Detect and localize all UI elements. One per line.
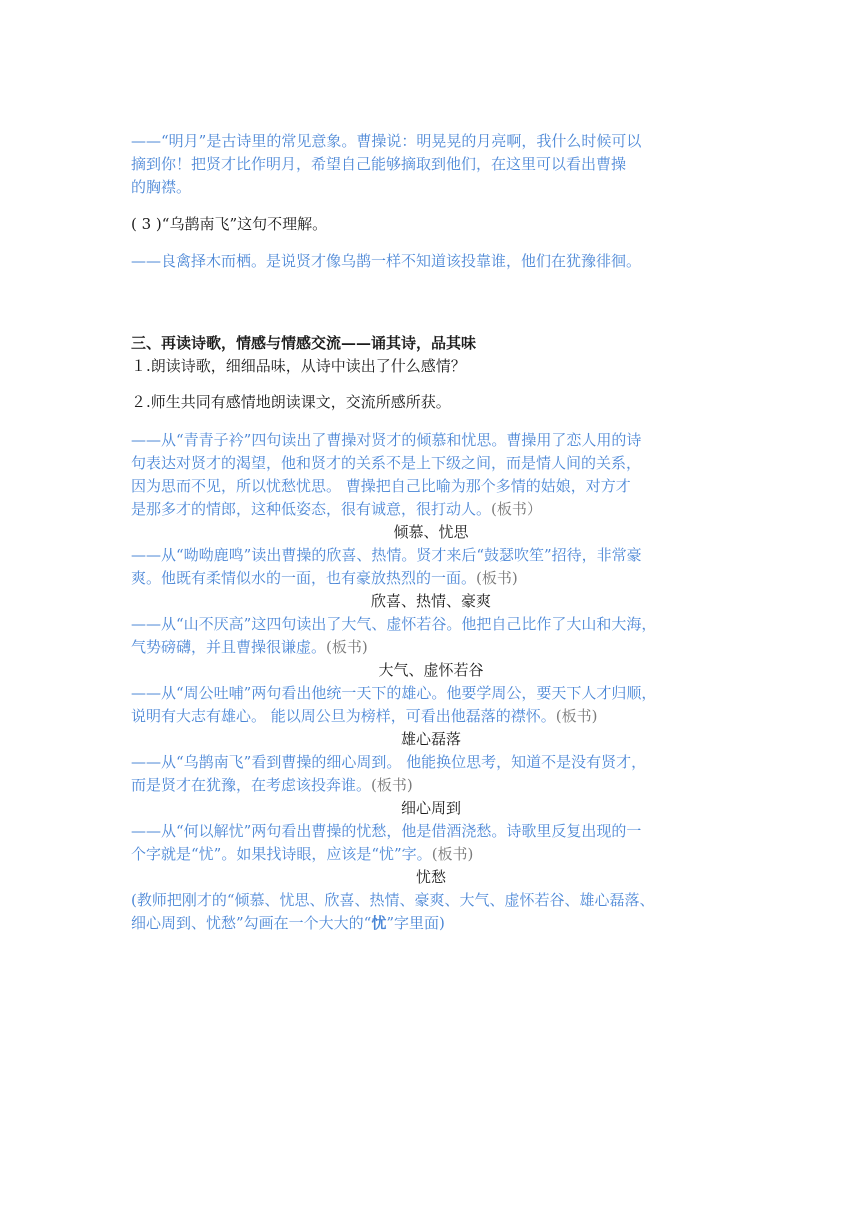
closing-text: ”字里面) <box>386 914 445 932</box>
board-note: (板书) <box>371 776 413 794</box>
answer-line: 摘到你！把贤才比作明月，希望自己能够摘取到他们，在这里可以看出曹操 <box>131 155 627 173</box>
paragraph-line: ——从“何以解忧”两句看出曹操的忧愁，他是借酒浇愁。诗歌里反复出现的一 <box>131 822 642 840</box>
paragraph-line <box>131 636 731 659</box>
paragraph-line: ——从“呦呦鹿鸣”读出曹操的欣喜、热情。贤才来后“鼓瑟吹笙”招待，非常豪 <box>131 546 642 564</box>
paragraph-line <box>131 774 731 797</box>
closing-line: (教师把刚才的“倾慕、忧思、欣喜、热情、豪爽、大气、虚怀若谷、雄心磊落、 <box>131 891 655 909</box>
board-summary: 雄心磊落 <box>400 730 461 748</box>
paragraph-text: 而是贤才在犹豫，在考虑该投奔谁。 <box>131 776 372 794</box>
answer-3: ——良禽择木而栖。是说贤才像乌鹊一样不知道该投靠谁，他们在犹豫徘徊。 <box>131 252 642 270</box>
paragraph-text: 气势磅礴，并且曹操很谦虚。 <box>131 638 327 656</box>
closing-line <box>131 912 731 935</box>
answer-line: 的胸襟。 <box>131 178 192 196</box>
question-3: ( 3 )“乌鹊南飞”这句不理解。 <box>131 215 328 233</box>
board-note: (板书) <box>431 845 474 863</box>
paragraph-line <box>131 843 731 866</box>
paragraph-line <box>131 498 731 521</box>
board-note: (板书) <box>555 707 598 725</box>
paragraph-text: 个字就是“忧”。如果找诗眼，应该是“忧”字。 <box>131 845 432 863</box>
paragraph-line <box>131 567 731 590</box>
task-item-1: １.朗读诗歌，细细品味，从诗中读出了什么感情？ <box>131 357 466 375</box>
board-note: (板书） <box>491 500 542 518</box>
paragraph-text: 是那多才的情郎，这种低姿态，很有诚意，很打动人。 <box>131 500 492 518</box>
board-summary: 大气、虚怀若谷 <box>378 661 484 679</box>
board-summary: 忧愁 <box>415 868 446 886</box>
answer-line: ——“明月”是古诗里的常见意象。曹操说：明晃晃的月亮啊，我什么时候可以 <box>131 132 642 150</box>
paragraph-text: 说明有大志有雄心。 能以周公旦为榜样，可看出他磊落的襟怀。 <box>131 707 556 725</box>
board-summary: 欣喜、热情、豪爽 <box>370 592 491 610</box>
closing-text: 细心周到、忧愁”勾画在一个大大的“ <box>131 914 372 932</box>
board-summary: 倾慕、忧思 <box>393 523 469 541</box>
section-heading: 三、再读诗歌，情感与情感交流——诵其诗，品其味 <box>131 334 477 352</box>
paragraph-line: ——从“山不厌高”这四句读出了大气、虚怀若谷。他把自己比作了大山和大海， <box>131 615 657 633</box>
board-note: (板书) <box>476 569 518 587</box>
emphasis-char: 忧 <box>371 914 387 932</box>
task-item-2: ２.师生共同有感情地朗读课文，交流所感所获。 <box>131 393 451 411</box>
paragraph-line: ——从“乌鹊南飞”看到曹操的细心周到。 他能换位思考，知道不是没有贤才， <box>131 753 647 771</box>
paragraph-line: 句表达对贤才的渴望，他和贤才的关系不是上下级之间，而是情人间的关系， <box>131 454 642 472</box>
board-note: (板书) <box>326 638 368 656</box>
paragraph-line: ——从“周公吐哺”两句看出他统一天下的雄心。他要学周公，要天下人才归顺， <box>131 684 657 702</box>
paragraph-text: 爽。他既有柔情似水的一面，也有豪放热烈的一面。 <box>131 569 477 587</box>
board-summary: 细心周到 <box>400 799 461 817</box>
paragraph-line: ——从“青青子衿”四句读出了曹操对贤才的倾慕和忧思。曹操用了恋人用的诗 <box>131 431 642 449</box>
paragraph-line <box>131 705 731 728</box>
paragraph-line: 因为思而不见，所以忧愁忧思。 曹操把自己比喻为那个多情的姑娘，对方才 <box>131 477 631 495</box>
